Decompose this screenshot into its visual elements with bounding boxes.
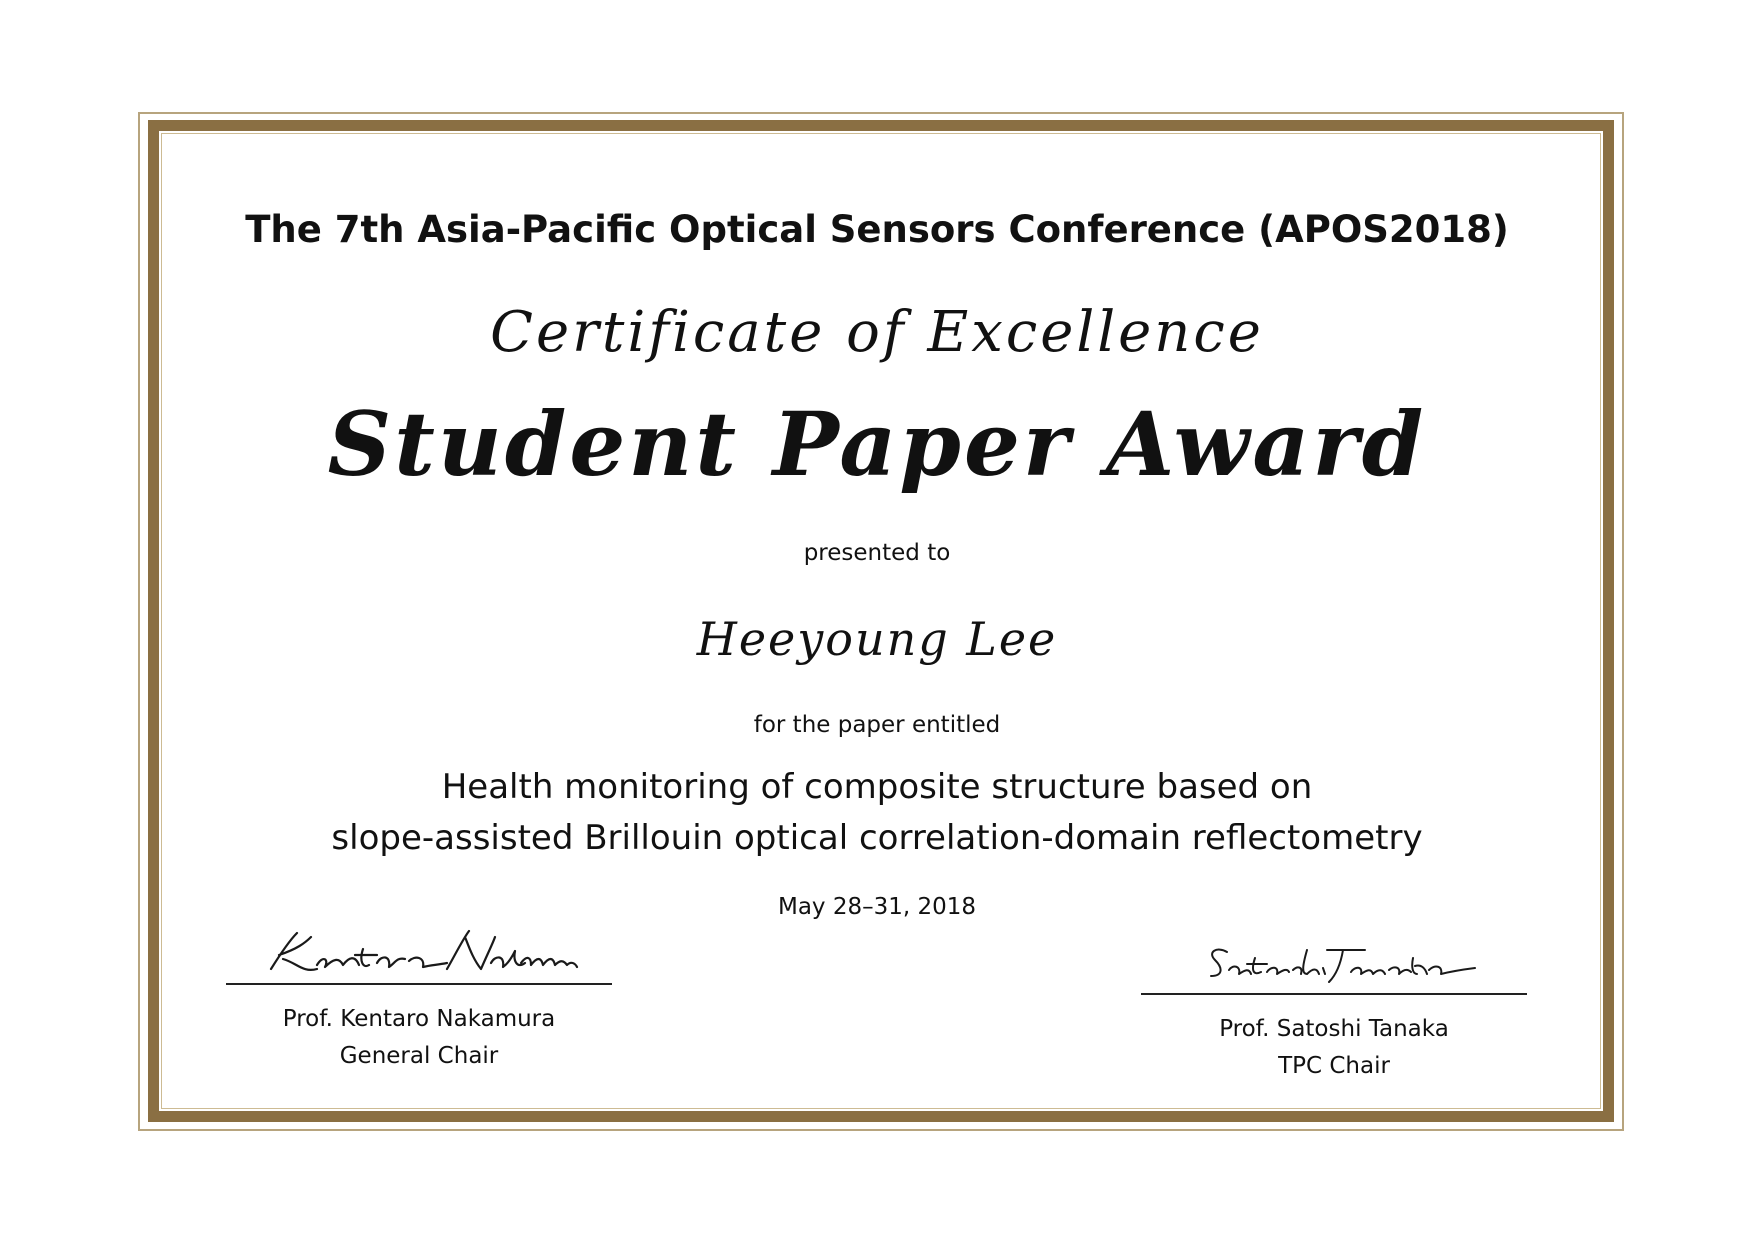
event-date: May 28–31, 2018	[777, 894, 977, 920]
paper-title-line-1: Health monitoring of composite structure based on	[441, 767, 1313, 807]
award-name: Student Paper Award	[327, 392, 1427, 496]
left-signatory-name: Prof. Kentaro Nakamura	[282, 1006, 556, 1032]
right-signature-block	[1141, 935, 1527, 1085]
paper-title	[0, 762, 1754, 864]
satoshi-tanaka-signature	[1189, 935, 1479, 991]
paper-intro-label: for the paper entitled	[753, 712, 1001, 738]
presented-to-label: presented to	[803, 540, 951, 566]
right-signatory-role: TPC Chair	[1278, 1053, 1390, 1079]
left-signatory-role: General Chair	[339, 1043, 499, 1069]
right-signatory-name: Prof. Satoshi Tanaka	[1219, 1016, 1449, 1042]
right-signature-line	[1141, 993, 1527, 995]
recipient-name: Heeyoung Lee	[696, 612, 1058, 666]
left-signature-line	[226, 983, 612, 985]
kentaro-nakamura-signature	[259, 925, 579, 981]
certificate-title: Certificate of Excellence	[490, 300, 1264, 365]
conference-title: The 7th Asia-Pacific Optical Sensors Conference (APOS2018)	[245, 208, 1509, 251]
left-signature-block	[226, 925, 612, 1075]
paper-title-line-2: slope-assisted Brillouin optical correlation-domain reflectometry	[331, 818, 1423, 858]
